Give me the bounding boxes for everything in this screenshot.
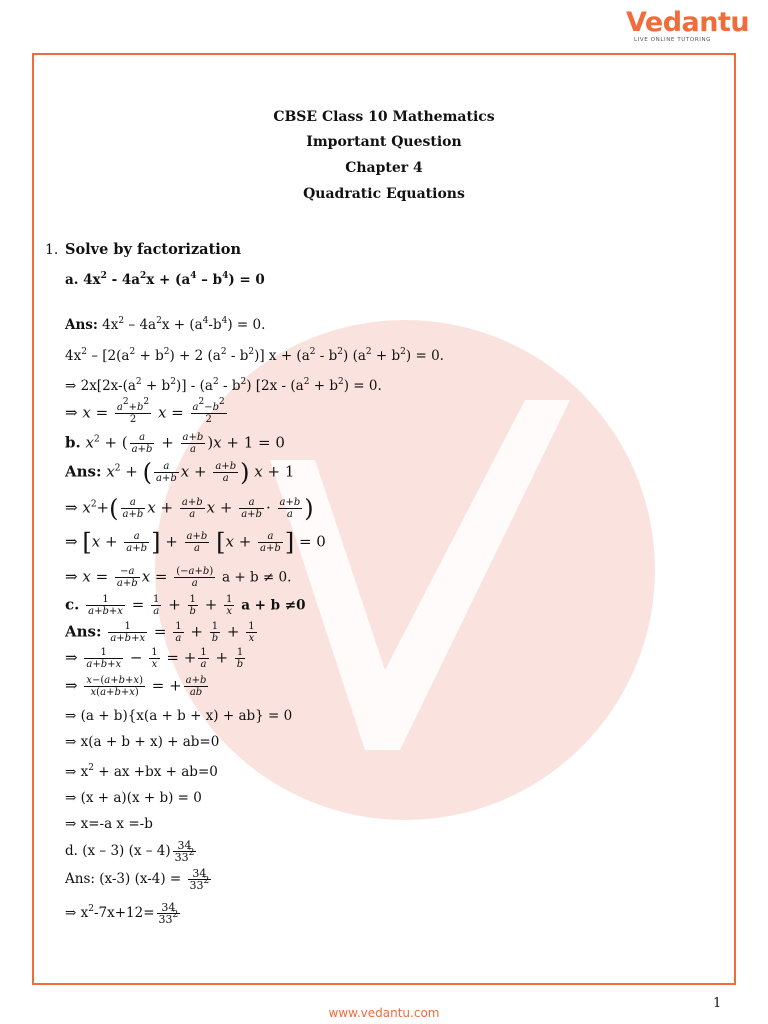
part-c-step-5: ⇒ $x^2$ + ax +bx + ab=0 (65, 763, 218, 780)
part-c-step-2: ⇒ $\frac{x-(a+b+x)}{x(a+b+x)}$ = + $\frac{a+b}{ab}$ (65, 675, 207, 698)
part-a-step-2: ⇒ $2x[2x-(a^2 + b^2)] - (a^2 - b^2)$ [$2x - (a^2 + b^2) = 0$. (65, 377, 382, 394)
vedantu-logo (626, 7, 750, 50)
page-number: 1 (713, 996, 722, 1011)
part-b-step-2: ⇒ [x + $\frac{a}{a+b}$ ] + $\frac{a+b}{a}$ [x + $\frac{a}{a+b}$ ] = 0 (65, 528, 326, 557)
part-a-question: a. $4x^2 - 4a^2x + (a^4 - b^4) = 0$ (65, 271, 265, 288)
part-d-expression: (x – 3) (x – 4) (82, 843, 171, 859)
part-a-step-3: ⇒ x = $\frac{a^2+b^2}{2}$ x = $\frac{a^2-b^2}{2}$ (65, 397, 225, 425)
question-heading: Solve by factorization (65, 241, 241, 258)
question-number: 1. (45, 242, 59, 258)
part-c-question: c. $\frac{1}{a+b+x}$ = $\frac{1}{a}$ + $\frac{1}{b}$ + $\frac{1}{x}$ a + b ≠0 (65, 594, 306, 617)
part-c-answer: Ans: $\frac{1}{a+b+x}$ = $\frac{1}{a}$ + $\frac{1}{b}$ + $\frac{1}{x}$ (65, 621, 255, 644)
part-c-step-6: ⇒ (x + a)(x + b) = 0 (65, 790, 202, 806)
chapter-label: Chapter 4 (345, 160, 423, 176)
doc-subtitle: Important Question (306, 134, 462, 150)
brand-name: Vedantu (626, 7, 750, 38)
part-c-ans-label: Ans: (65, 622, 102, 641)
part-a-answer: Ans: $4x^2 - 4a^2x + (a^4-b^4) = 0$. (65, 316, 266, 333)
part-b-ans-label: Ans: (65, 462, 102, 481)
part-d-label: d. (65, 843, 78, 859)
part-a-label: a. (65, 272, 79, 288)
part-b-condition: a + b ≠ 0. (222, 569, 292, 586)
brand-tagline: LIVE ONLINE TUTORING (634, 37, 712, 43)
part-c-step-4: ⇒ x(a + b + x) + ab=0 (65, 734, 220, 750)
part-b-answer: Ans: $x^2$ + ( $\frac{a}{a+b}$ x + $\frac{a+b}{a}$ ) x + 1 (65, 458, 295, 487)
part-d-ans-label: Ans: (65, 871, 95, 887)
part-d-ans-expression: (x-3) (x-4) = (99, 871, 182, 887)
part-c-label: c. (65, 595, 80, 614)
doc-title: CBSE Class 10 Mathematics (273, 109, 495, 125)
part-b-step-3: ⇒ x = $\frac{-a}{a+b}$ x = $\frac{(-a+b)}{a}$ a + b ≠ 0. (65, 566, 292, 589)
part-a-step-1: $4x^2 - [2(a^2 + b^2) + 2$ $(a^2 - b^2)$] $x + (a^2 - b^2) (a^2 + b^2) = 0$. (65, 347, 444, 364)
footer-url[interactable]: www.vedantu.com (328, 1006, 440, 1020)
part-c-step-7: ⇒ x=-a x =-b (65, 816, 153, 832)
chapter-title: Quadratic Equations (303, 186, 465, 202)
part-a-ans-label: Ans: (65, 317, 98, 333)
part-d-step-1: ⇒ $x^2-7x+12=$ $\frac{34}{33^2}$ (65, 901, 179, 926)
part-c-step-1: ⇒ $\frac{1}{a+b+x}$ − $\frac{1}{x}$ = + $\frac{1}{a}$ + $\frac{1}{b}$ (65, 647, 244, 670)
part-c-step-3: ⇒ (a + b){x(a + b + x) + ab} = 0 (65, 708, 293, 724)
part-d-question: d. (x – 3) (x – 4) $\frac{34}{33^2}$ (65, 839, 195, 864)
part-b-label: b. (65, 433, 81, 452)
part-b-question: b. $x^2$ + ( $\frac{a}{a+b}$ + $\frac{a+b}{a}$ )x + 1 = 0 (65, 432, 285, 455)
part-c-condition: a + b ≠0 (241, 597, 306, 614)
part-b-step-1: ⇒ $x^2+$( $\frac{a}{a+b}$ x + $\frac{a+b}{a}$ x + $\frac{a}{a+b}$ · $\frac{a+b}{a}$ ) (65, 494, 314, 523)
part-d-answer: Ans: (x-3) (x-4) = $\frac{34}{33^2}$ (65, 867, 210, 892)
